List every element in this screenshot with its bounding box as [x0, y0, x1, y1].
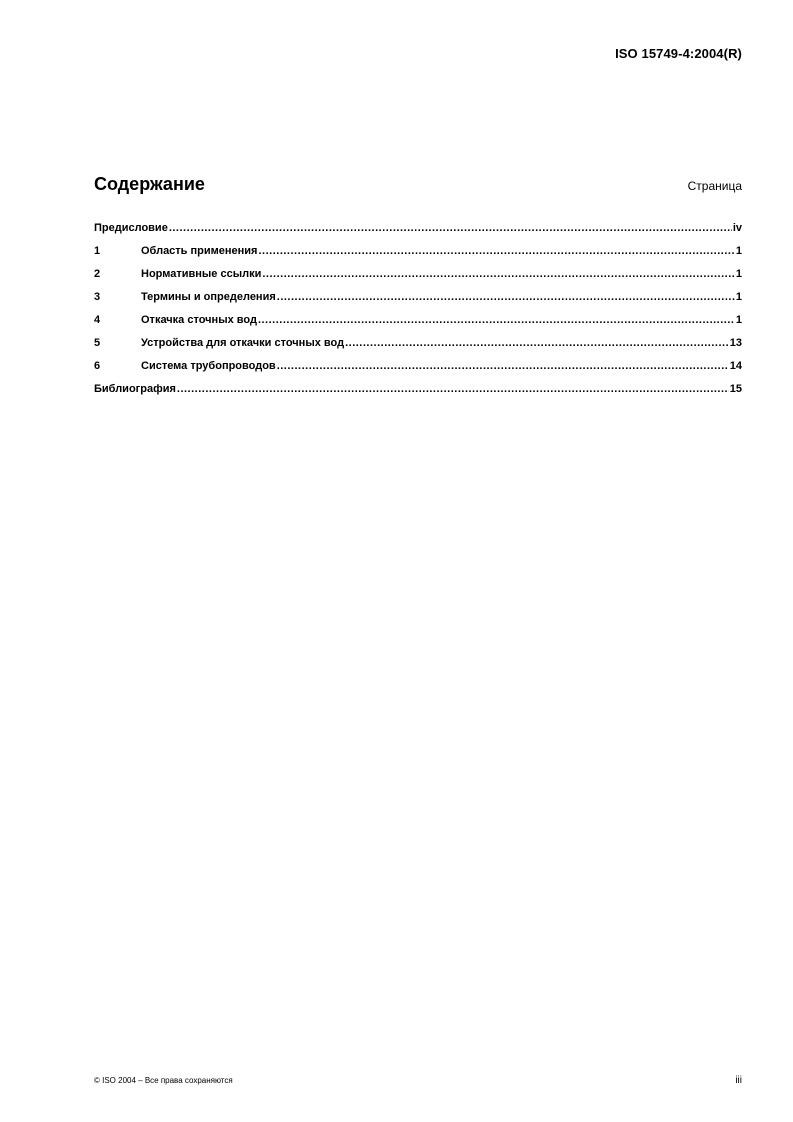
toc-entry-4[interactable]: [94, 314, 742, 337]
toc-entry-page: 1: [735, 314, 742, 326]
toc-entry-number: 5: [94, 337, 101, 349]
toc-entry-number: 3: [94, 291, 101, 303]
toc-entry-page: 1: [735, 291, 742, 303]
toc-leader-dots: [277, 291, 735, 303]
contents-heading: Содержание: [94, 174, 205, 194]
toc-entry-page: 13: [729, 337, 742, 349]
toc-entry-title: Предисловие: [94, 222, 168, 234]
toc-leader-dots: [177, 383, 729, 395]
toc-entry-2[interactable]: [94, 268, 742, 291]
page-column-label: Страница: [687, 179, 742, 193]
copyright-notice: © ISO 2004 – Все права сохраняются: [94, 1076, 233, 1085]
toc-entry-page: iv: [732, 222, 742, 234]
toc-entry-bibliography[interactable]: [94, 383, 742, 406]
toc-entry-6[interactable]: [94, 360, 742, 383]
toc-leader-dots: [262, 268, 735, 280]
toc-entry-title: Нормативные ссылки: [141, 268, 262, 280]
toc-leader-dots: [169, 222, 732, 234]
toc-entry-number: 2: [94, 268, 101, 280]
toc-entry-page: 1: [735, 245, 742, 257]
document-code: ISO 15749-4:2004(R): [615, 46, 742, 61]
toc-leader-dots: [258, 245, 734, 257]
toc-entry-title: Откачка сточных вод: [141, 314, 257, 326]
toc-entry-title: Область применения: [141, 245, 258, 257]
toc-entry-3[interactable]: [94, 291, 742, 314]
toc-entry-page: 14: [729, 360, 742, 372]
toc-entry-title: Устройства для откачки сточных вод: [141, 337, 345, 349]
toc-leader-dots: [345, 337, 729, 349]
toc-entry-5[interactable]: [94, 337, 742, 360]
toc-leader-dots: [258, 314, 735, 326]
table-of-contents: [94, 222, 742, 406]
toc-entry-1[interactable]: [94, 245, 742, 268]
toc-entry-number: 4: [94, 314, 101, 326]
toc-leader-dots: [277, 360, 729, 372]
page-number: iii: [735, 1075, 742, 1086]
toc-entry-title: Система трубопроводов: [141, 360, 276, 372]
toc-entry-page: 15: [729, 383, 742, 395]
toc-entry-number: 6: [94, 360, 101, 372]
toc-entry-page: 1: [735, 268, 742, 280]
toc-entry-title: Библиография: [94, 383, 176, 395]
toc-entry-title: Термины и определения: [141, 291, 276, 303]
toc-entry-foreword[interactable]: [94, 222, 742, 245]
toc-entry-number: 1: [94, 245, 101, 257]
